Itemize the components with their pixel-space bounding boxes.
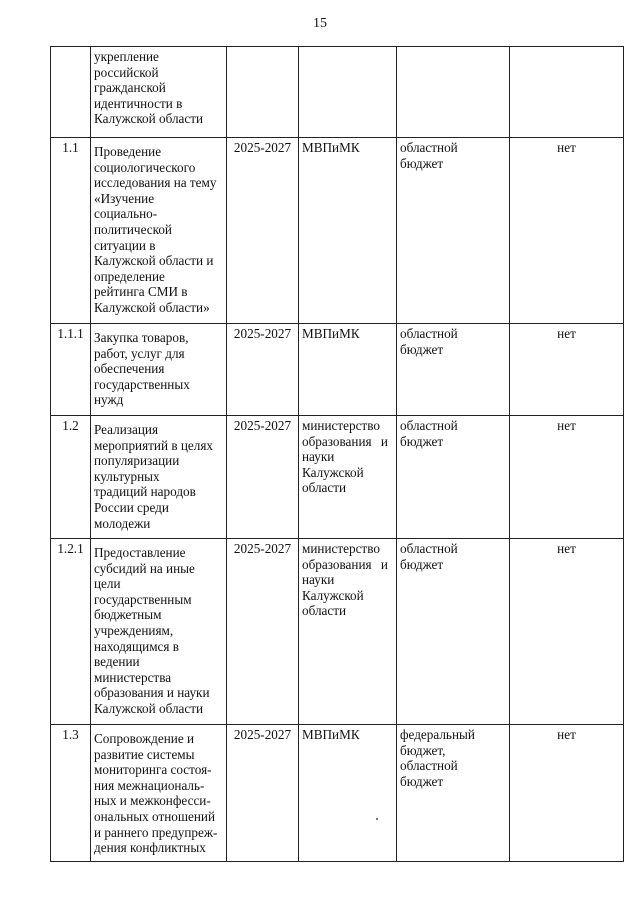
row-number-cell: 1.2.1 bbox=[51, 539, 91, 725]
measure-name-line: ведении bbox=[94, 654, 140, 670]
table-row bbox=[51, 416, 624, 539]
executor-cell bbox=[299, 416, 397, 539]
measure-name-cell bbox=[91, 725, 227, 862]
measure-name-line: исследования на тему bbox=[94, 175, 217, 191]
measure-name-line: гражданской bbox=[94, 80, 166, 96]
measure-name-line: социально- bbox=[94, 206, 158, 222]
measure-name-line: работ, услуг для bbox=[94, 345, 185, 361]
measure-name-line: и раннего предупреж- bbox=[94, 824, 218, 840]
measure-name-line: ния межнациональ- bbox=[94, 777, 205, 793]
term-cell: 2025-2027 bbox=[227, 138, 299, 324]
status-cell: нет bbox=[510, 725, 624, 862]
funding-source-line: бюджет bbox=[400, 433, 444, 449]
term-cell: 2025-2027 bbox=[227, 416, 299, 539]
measure-name-line: укрепление bbox=[94, 49, 159, 64]
table-row bbox=[51, 47, 624, 138]
executor-line: Калужской bbox=[302, 587, 364, 603]
funding-source-line: бюджет bbox=[400, 341, 444, 357]
status-cell: нет bbox=[510, 539, 624, 725]
funding-source-line: бюджет bbox=[400, 773, 444, 789]
executor-line: МВПиМК bbox=[302, 727, 360, 742]
executor-line: образования и bbox=[302, 433, 388, 449]
measure-name-line: государственным bbox=[94, 591, 192, 607]
measure-name-line: министерства bbox=[94, 669, 172, 685]
measure-name-line: Калужской области» bbox=[94, 299, 210, 315]
executor-line: министерство bbox=[302, 418, 380, 433]
row-number-cell: 1.1 bbox=[51, 138, 91, 324]
funding-source-line: бюджет, bbox=[400, 742, 446, 758]
executor-line: области bbox=[302, 603, 347, 619]
term-cell bbox=[227, 47, 299, 138]
funding-source-line: бюджет bbox=[400, 556, 444, 572]
status-cell bbox=[510, 47, 624, 138]
measure-name-line: идентичности в bbox=[94, 95, 183, 111]
measure-name-line: Предоставление bbox=[94, 545, 186, 560]
executor-cell bbox=[299, 47, 397, 138]
measure-name-line: развитие системы bbox=[94, 746, 195, 762]
term-cell: 2025-2027 bbox=[227, 324, 299, 416]
table-row bbox=[51, 539, 624, 725]
measure-name-cell bbox=[91, 138, 227, 324]
executor-cell bbox=[299, 539, 397, 725]
measure-name-line: Реализация bbox=[94, 422, 159, 437]
funding-source-cell bbox=[397, 138, 510, 324]
executor-cell bbox=[299, 138, 397, 324]
measure-name-cell bbox=[91, 324, 227, 416]
measure-name-line: России среди bbox=[94, 499, 169, 515]
measure-name-line: субсидий на иные bbox=[94, 560, 195, 576]
funding-source-cell bbox=[397, 47, 510, 138]
table-row bbox=[51, 138, 624, 324]
executor-line: Калужской bbox=[302, 464, 364, 480]
measure-name-line: ных и межконфесси- bbox=[94, 793, 211, 809]
measure-name-line: политической bbox=[94, 221, 172, 237]
measure-name-line: Закупка товаров, bbox=[94, 330, 189, 345]
term-cell: 2025-2027 bbox=[227, 725, 299, 862]
table-row bbox=[51, 725, 624, 862]
measure-name-line: культурных bbox=[94, 468, 160, 484]
measure-name-line: дения конфликтных bbox=[94, 840, 206, 856]
measure-name-line: молодежи bbox=[94, 515, 151, 531]
funding-source-cell bbox=[397, 416, 510, 539]
measure-name-line: учреждениям, bbox=[94, 622, 174, 638]
measure-name-line: рейтинга СМИ в bbox=[94, 284, 188, 300]
funding-source-cell bbox=[397, 539, 510, 725]
executor-line: образования и bbox=[302, 556, 388, 572]
executor-cell bbox=[299, 725, 397, 862]
measure-name-line: Проведение bbox=[94, 144, 162, 159]
funding-source-line: областной bbox=[400, 418, 458, 433]
measure-name-line: образования и науки bbox=[94, 685, 210, 701]
row-number-cell: 1.1.1 bbox=[51, 324, 91, 416]
measure-name-line: Калужской области bbox=[94, 700, 204, 716]
status-cell: нет bbox=[510, 416, 624, 539]
status-cell: нет bbox=[510, 138, 624, 324]
measure-name-line: Калужской области и bbox=[94, 253, 214, 269]
page-number: 15 bbox=[313, 16, 327, 31]
measure-name-cell bbox=[91, 416, 227, 539]
executor-line: МВПиМК bbox=[302, 140, 360, 155]
row-number-cell: 1.2 bbox=[51, 416, 91, 539]
funding-source-cell bbox=[397, 324, 510, 416]
row-number-cell bbox=[51, 47, 91, 138]
funding-source-line: областной bbox=[400, 758, 458, 774]
funding-source-line: бюджет bbox=[400, 155, 444, 171]
measure-name-line: цели bbox=[94, 576, 121, 592]
funding-source-line: федеральный bbox=[400, 727, 475, 742]
measure-name-line: находящимся в bbox=[94, 638, 179, 654]
term-cell: 2025-2027 bbox=[227, 539, 299, 725]
measure-name-line: «Изучение bbox=[94, 190, 155, 206]
measure-name-line: мониторинга состоя- bbox=[94, 762, 212, 778]
funding-source-cell bbox=[397, 725, 510, 862]
executor-line: области bbox=[302, 480, 347, 496]
executor-line: министерство bbox=[302, 541, 380, 556]
funding-source-line: областной bbox=[400, 541, 458, 556]
measure-name-line: популяризации bbox=[94, 453, 180, 469]
measure-name-line: социологического bbox=[94, 159, 196, 175]
measure-name-line: ональных отношений bbox=[94, 808, 216, 824]
measure-name-line: определение bbox=[94, 268, 165, 284]
measure-name-line: бюджетным bbox=[94, 607, 162, 623]
row-number-cell: 1.3 bbox=[51, 725, 91, 862]
measure-name-line: мероприятий в целях bbox=[94, 437, 214, 453]
status-cell: нет bbox=[510, 324, 624, 416]
measure-name-line: традиций народов bbox=[94, 484, 196, 500]
scan-speck bbox=[376, 818, 378, 820]
measure-name-line: Калужской области bbox=[94, 111, 204, 127]
funding-source-line: областной bbox=[400, 140, 458, 155]
executor-line: науки bbox=[302, 449, 335, 465]
measure-name-line: российской bbox=[94, 64, 159, 80]
funding-source-line: областной bbox=[400, 326, 458, 341]
executor-line: МВПиМК bbox=[302, 326, 360, 341]
measure-name-cell bbox=[91, 47, 227, 138]
measure-name-line: государственных bbox=[94, 376, 190, 392]
measure-name-line: Сопровождение и bbox=[94, 731, 195, 746]
measure-name-line: нужд bbox=[94, 392, 124, 408]
measure-name-line: обеспечения bbox=[94, 361, 165, 377]
table-row bbox=[51, 324, 624, 416]
executor-cell bbox=[299, 324, 397, 416]
measure-name-line: ситуации в bbox=[94, 237, 156, 253]
table-body bbox=[51, 47, 624, 862]
measures-table bbox=[50, 46, 624, 862]
executor-line: науки bbox=[302, 572, 335, 588]
measure-name-cell bbox=[91, 539, 227, 725]
